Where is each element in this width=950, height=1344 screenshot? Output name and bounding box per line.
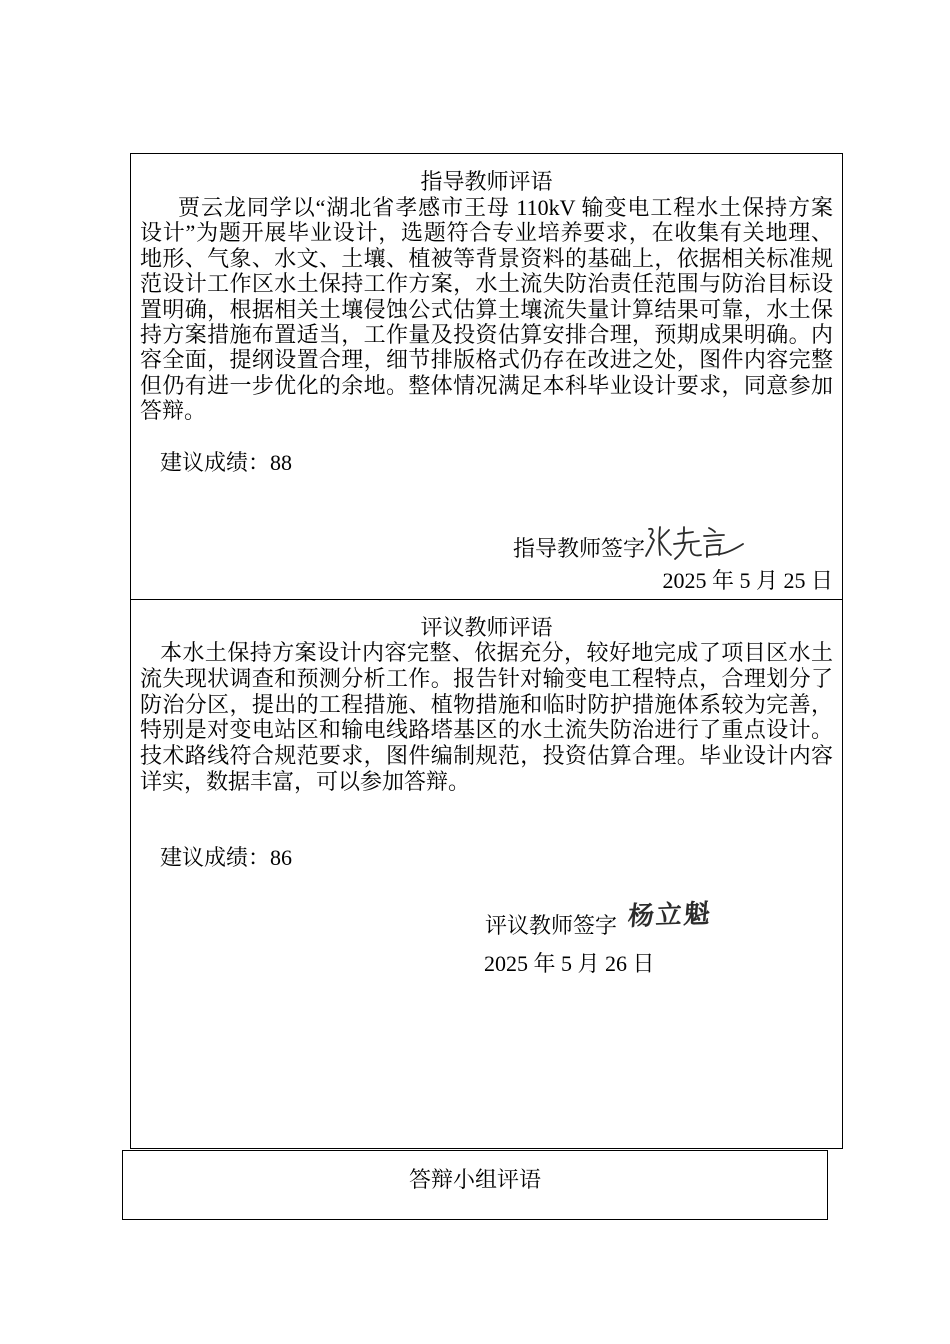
reviewer-comment-line: 特别是对变电站区和输电线路塔基区的水土流失防治进行了重点设计。 [140, 717, 833, 743]
advisor-comment [140, 195, 833, 424]
advisor-comment-line: 答辩。 [140, 398, 207, 424]
grade-value: 86 [270, 845, 293, 870]
advisor-signature [643, 524, 747, 564]
reviewer-comment-line: 防治分区，提出的工程措施、植物措施和临时防护措施体系较为完善， [140, 691, 833, 717]
reviewer-comment-line: 详实，数据丰富，可以参加答辩。 [140, 768, 471, 794]
advisor-comment-line: 容全面，提纲设置合理，细节排版格式仍存在改进之处，图件内容完整 [140, 347, 833, 373]
reviewer-comment-line: 技术路线符合规范要求，图件编制规范，投资估算合理。毕业设计内容 [140, 743, 833, 769]
advisor-comment-line: 范设计工作区水土保持工作方案，水土流失防治责任范围与防治目标设 [140, 271, 833, 297]
reviewer-signature: 杨立魁 [626, 899, 714, 933]
reviewer-comment-line: 本水土保持方案设计内容完整、依据充分，较好地完成了项目区水土 [160, 640, 833, 665]
reviewer-section-title: 评议教师评语 [420, 615, 553, 640]
advisor-comment-line: 但仍有进一步优化的余地。整体情况满足本科毕业设计要求，同意参加 [140, 372, 833, 398]
defense-section-title: 答辩小组评语 [408, 1167, 541, 1192]
advisor-suggested-grade [160, 450, 292, 476]
advisor-section-title: 指导教师评语 [420, 169, 553, 194]
advisor-comment-line: 设计”为题开展毕业设计，选题符合专业培养要求，在收集有关地理、 [140, 220, 833, 246]
advisor-sign-date: 2025 年 5 月 25 日 [662, 568, 833, 593]
reviewer-comment-line: 流失现状调查和预测分析工作。报告针对输变电工程特点，合理划分了 [140, 665, 833, 691]
reviewer-comment [140, 640, 833, 795]
advisor-comment-line: 贾云龙同学以“湖北省孝感市王母 110kV 输变电工程水土保持方案 [178, 195, 833, 220]
grade-value: 88 [270, 450, 293, 475]
grade-label: 建议成绩： [160, 450, 271, 475]
reviewer-suggested-grade [160, 845, 292, 871]
grade-label: 建议成绩： [160, 845, 271, 870]
reviewer-sign-date: 2025 年 5 月 26 日 [484, 951, 655, 976]
advisor-signature-label: 指导教师签字 [513, 536, 646, 561]
advisor-comment-line: 地形、气象、水文、土壤、植被等背景资料的基础上，依据相关标准规 [140, 245, 833, 271]
advisor-comment-line: 置明确，根据相关土壤侵蚀公式估算土壤流失量计算结果可靠，水土保 [140, 296, 833, 322]
advisor-comment-line: 持方案措施布置适当，工作量及投资估算安排合理，预期成果明确。内 [140, 321, 833, 347]
reviewer-signature-label: 评议教师签字 [485, 913, 618, 938]
